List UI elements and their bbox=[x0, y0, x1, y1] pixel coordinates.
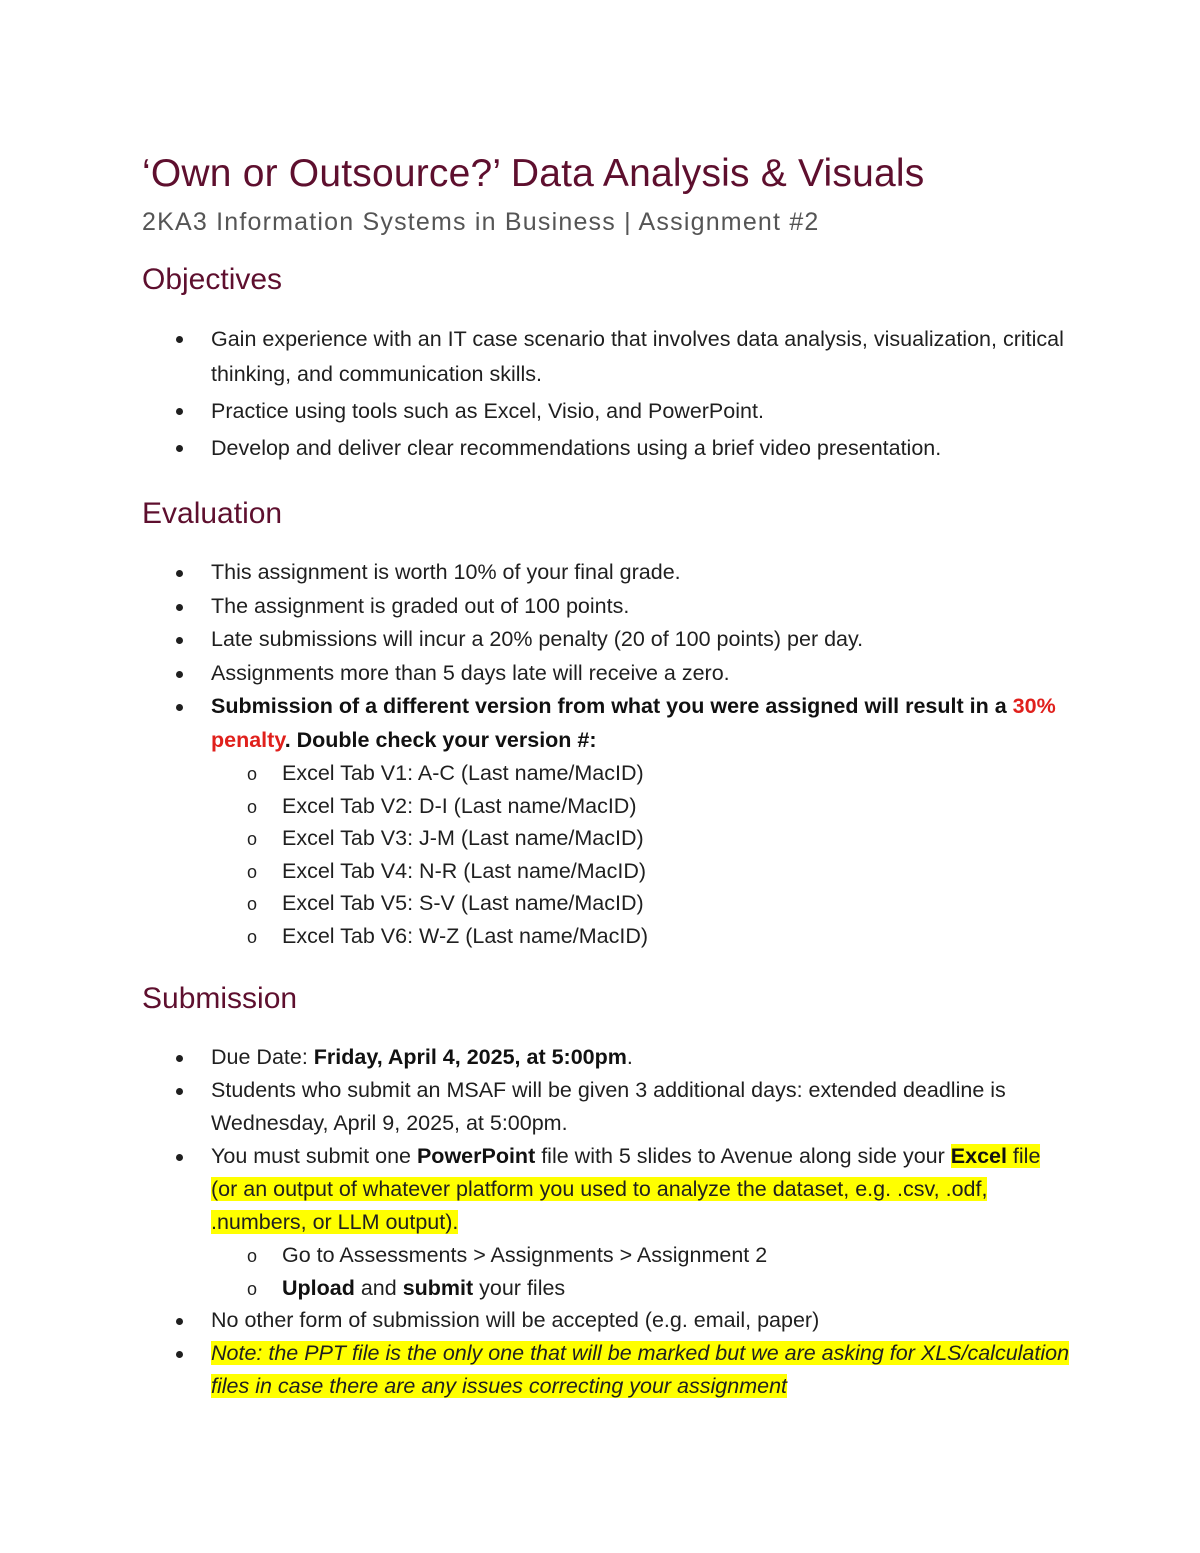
no-other-item: No other form of submission will be accepted (e.g. email, paper) bbox=[142, 1304, 1072, 1337]
step-text: and bbox=[354, 1275, 403, 1300]
evaluation-heading: Evaluation bbox=[142, 497, 283, 530]
objectives-list bbox=[142, 322, 1072, 466]
step-item bbox=[211, 1272, 1072, 1305]
version-item: o Excel Tab V2: D-I (Last name/MacID) bbox=[211, 790, 1072, 823]
version-list bbox=[211, 757, 1072, 952]
evaluation-list bbox=[142, 556, 1072, 952]
note-item bbox=[142, 1337, 1072, 1403]
list-item: Develop and deliver clear recommendations using a brief video presentation. bbox=[142, 431, 1072, 466]
submission-heading: Submission bbox=[142, 982, 298, 1015]
list-item: Gain experience with an IT case scenario that involves data analysis, visualization, critical thinking, and communication skills. bbox=[142, 322, 1072, 392]
ppt-text: You must submit one bbox=[211, 1144, 417, 1168]
submission-list bbox=[142, 1041, 1072, 1403]
due-date-end: . bbox=[626, 1045, 633, 1069]
upload-label: Upload bbox=[282, 1275, 355, 1300]
ppt-item bbox=[142, 1140, 1072, 1304]
excel-label: Excel bbox=[950, 1144, 1007, 1168]
due-date-label: Due Date: bbox=[211, 1045, 314, 1069]
document-page bbox=[142, 148, 1072, 1403]
version-item: o Excel Tab V4: N-R (Last name/MacID) bbox=[211, 855, 1072, 888]
submission-steps bbox=[211, 1239, 1072, 1304]
list-item: The assignment is graded out of 100 points. bbox=[142, 590, 1072, 624]
due-date-item bbox=[142, 1041, 1072, 1074]
due-date-value: Friday, April 4, 2025, at 5:00pm bbox=[313, 1045, 627, 1069]
version-item: o Excel Tab V1: A-C (Last name/MacID) bbox=[211, 757, 1072, 790]
list-item: Late submissions will incur a 20% penalty (20 of 100 points) per day. bbox=[142, 623, 1072, 657]
version-warning-text: Submission of a different version from what you were assigned will result in a bbox=[211, 694, 1013, 718]
penalty-text: 30% penalty bbox=[211, 694, 1056, 752]
msaf-item: Students who submit an MSAF will be given 3 additional days: extended deadline is Wednesday, April 9, 2025, at 5:00pm. bbox=[142, 1074, 1072, 1140]
version-check-text: . Double check your version #: bbox=[284, 727, 597, 752]
document-subtitle: 2KA3 Information Systems in Business | Assignment #2 bbox=[142, 208, 820, 236]
step-item: o Go to Assessments > Assignments > Assignment 2 bbox=[211, 1239, 1072, 1272]
step-text: your files bbox=[473, 1275, 566, 1300]
document-title: ‘Own or Outsource?’ Data Analysis & Visuals bbox=[142, 152, 925, 195]
submit-label: submit bbox=[402, 1275, 474, 1300]
list-item: Assignments more than 5 days late will receive a zero. bbox=[142, 657, 1072, 691]
version-item: o Excel Tab V3: J-M (Last name/MacID) bbox=[211, 822, 1072, 855]
version-warning-item bbox=[142, 690, 1072, 952]
powerpoint-label: PowerPoint bbox=[416, 1144, 536, 1168]
version-item: o Excel Tab V5: S-V (Last name/MacID) bbox=[211, 887, 1072, 920]
note-text: Note: the PPT file is the only one that will be marked but we are asking for XLS/calculation files in case there are any issues correcting your assignment bbox=[211, 1341, 1070, 1398]
list-item: Practice using tools such as Excel, Visio, and PowerPoint. bbox=[142, 394, 1072, 429]
version-item: o Excel Tab V6: W-Z (Last name/MacID) bbox=[211, 920, 1072, 953]
ppt-text: file with 5 slides to Avenue along side your bbox=[535, 1144, 951, 1168]
list-item: This assignment is worth 10% of your final grade. bbox=[142, 556, 1072, 590]
objectives-heading: Objectives bbox=[142, 263, 283, 296]
excel-file-text: file (or an output of whatever platform you used to analyze the dataset, e.g. .csv, .odf, .numbers, or LLM output). bbox=[211, 1144, 1041, 1234]
